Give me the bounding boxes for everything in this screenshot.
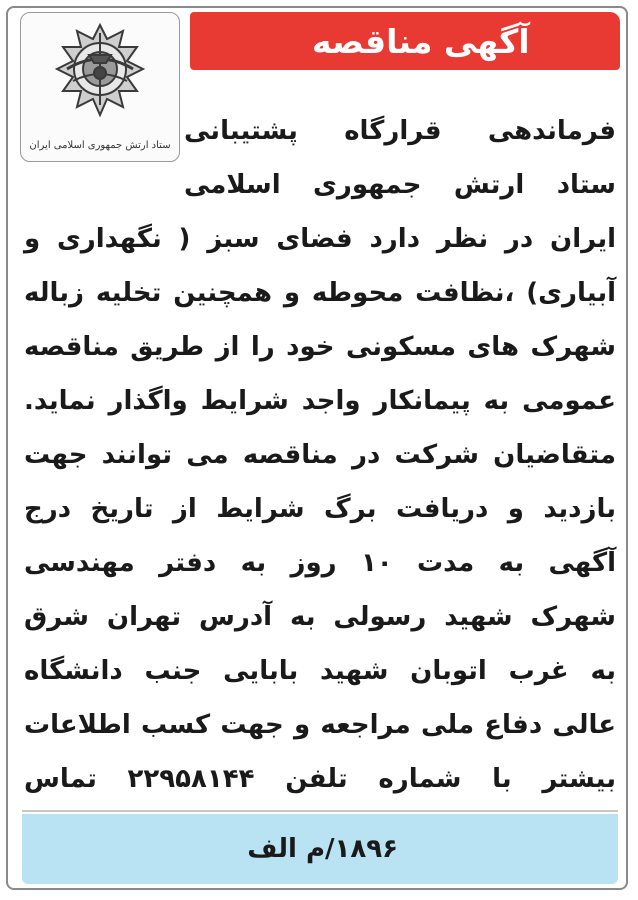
body-line: بازدید و دریافت برگ شرایط از تاریخ درج: [24, 494, 616, 524]
notice-body: [24, 104, 616, 860]
body-line: آبیاری) ،نظافت محوطه و همچنین تخلیه زباله: [24, 278, 616, 308]
title-bar: [190, 12, 620, 70]
body-line: ستاد ارتش جمهوری اسلامی: [184, 170, 616, 200]
body-line: شهرک شهید رسولی به آدرس تهران شرق: [24, 602, 616, 632]
body-line: بیشتر با شماره تلفن ۲۲۹۵۸۱۴۴ تماس: [24, 764, 617, 794]
body-line: متقاضیان شرکت در مناقصه می توانند جهت: [24, 440, 616, 470]
footer-divider: [22, 810, 618, 812]
body-line: فرماندهی قرارگاه پشتیبانی: [184, 116, 616, 146]
body-line: عالی دفاع ملی مراجعه و جهت کسب اطلاعات: [24, 710, 616, 740]
body-line: به غرب اتوبان شهید بابایی جنب دانشگاه: [24, 656, 616, 686]
footer-code: ۱۸۹۶/م الف: [247, 834, 398, 864]
notice-title: آگهی مناقصه: [312, 21, 530, 61]
body-line: عمومی به پیمانکار واجد شرایط واگذار نماید.: [24, 386, 616, 416]
logo-caption: ستاد ارتش جمهوری اسلامی ایران: [29, 140, 171, 151]
body-line: آگهی به مدت ۱۰ روز به دفتر مهندسی: [24, 548, 616, 578]
footer-bar: [22, 814, 618, 884]
body-line: شهرک های مسکونی خود را از طریق مناقصه: [24, 332, 616, 362]
body-line: ایران در نظر دارد فضای سبز ( نگهداری و: [24, 224, 616, 254]
